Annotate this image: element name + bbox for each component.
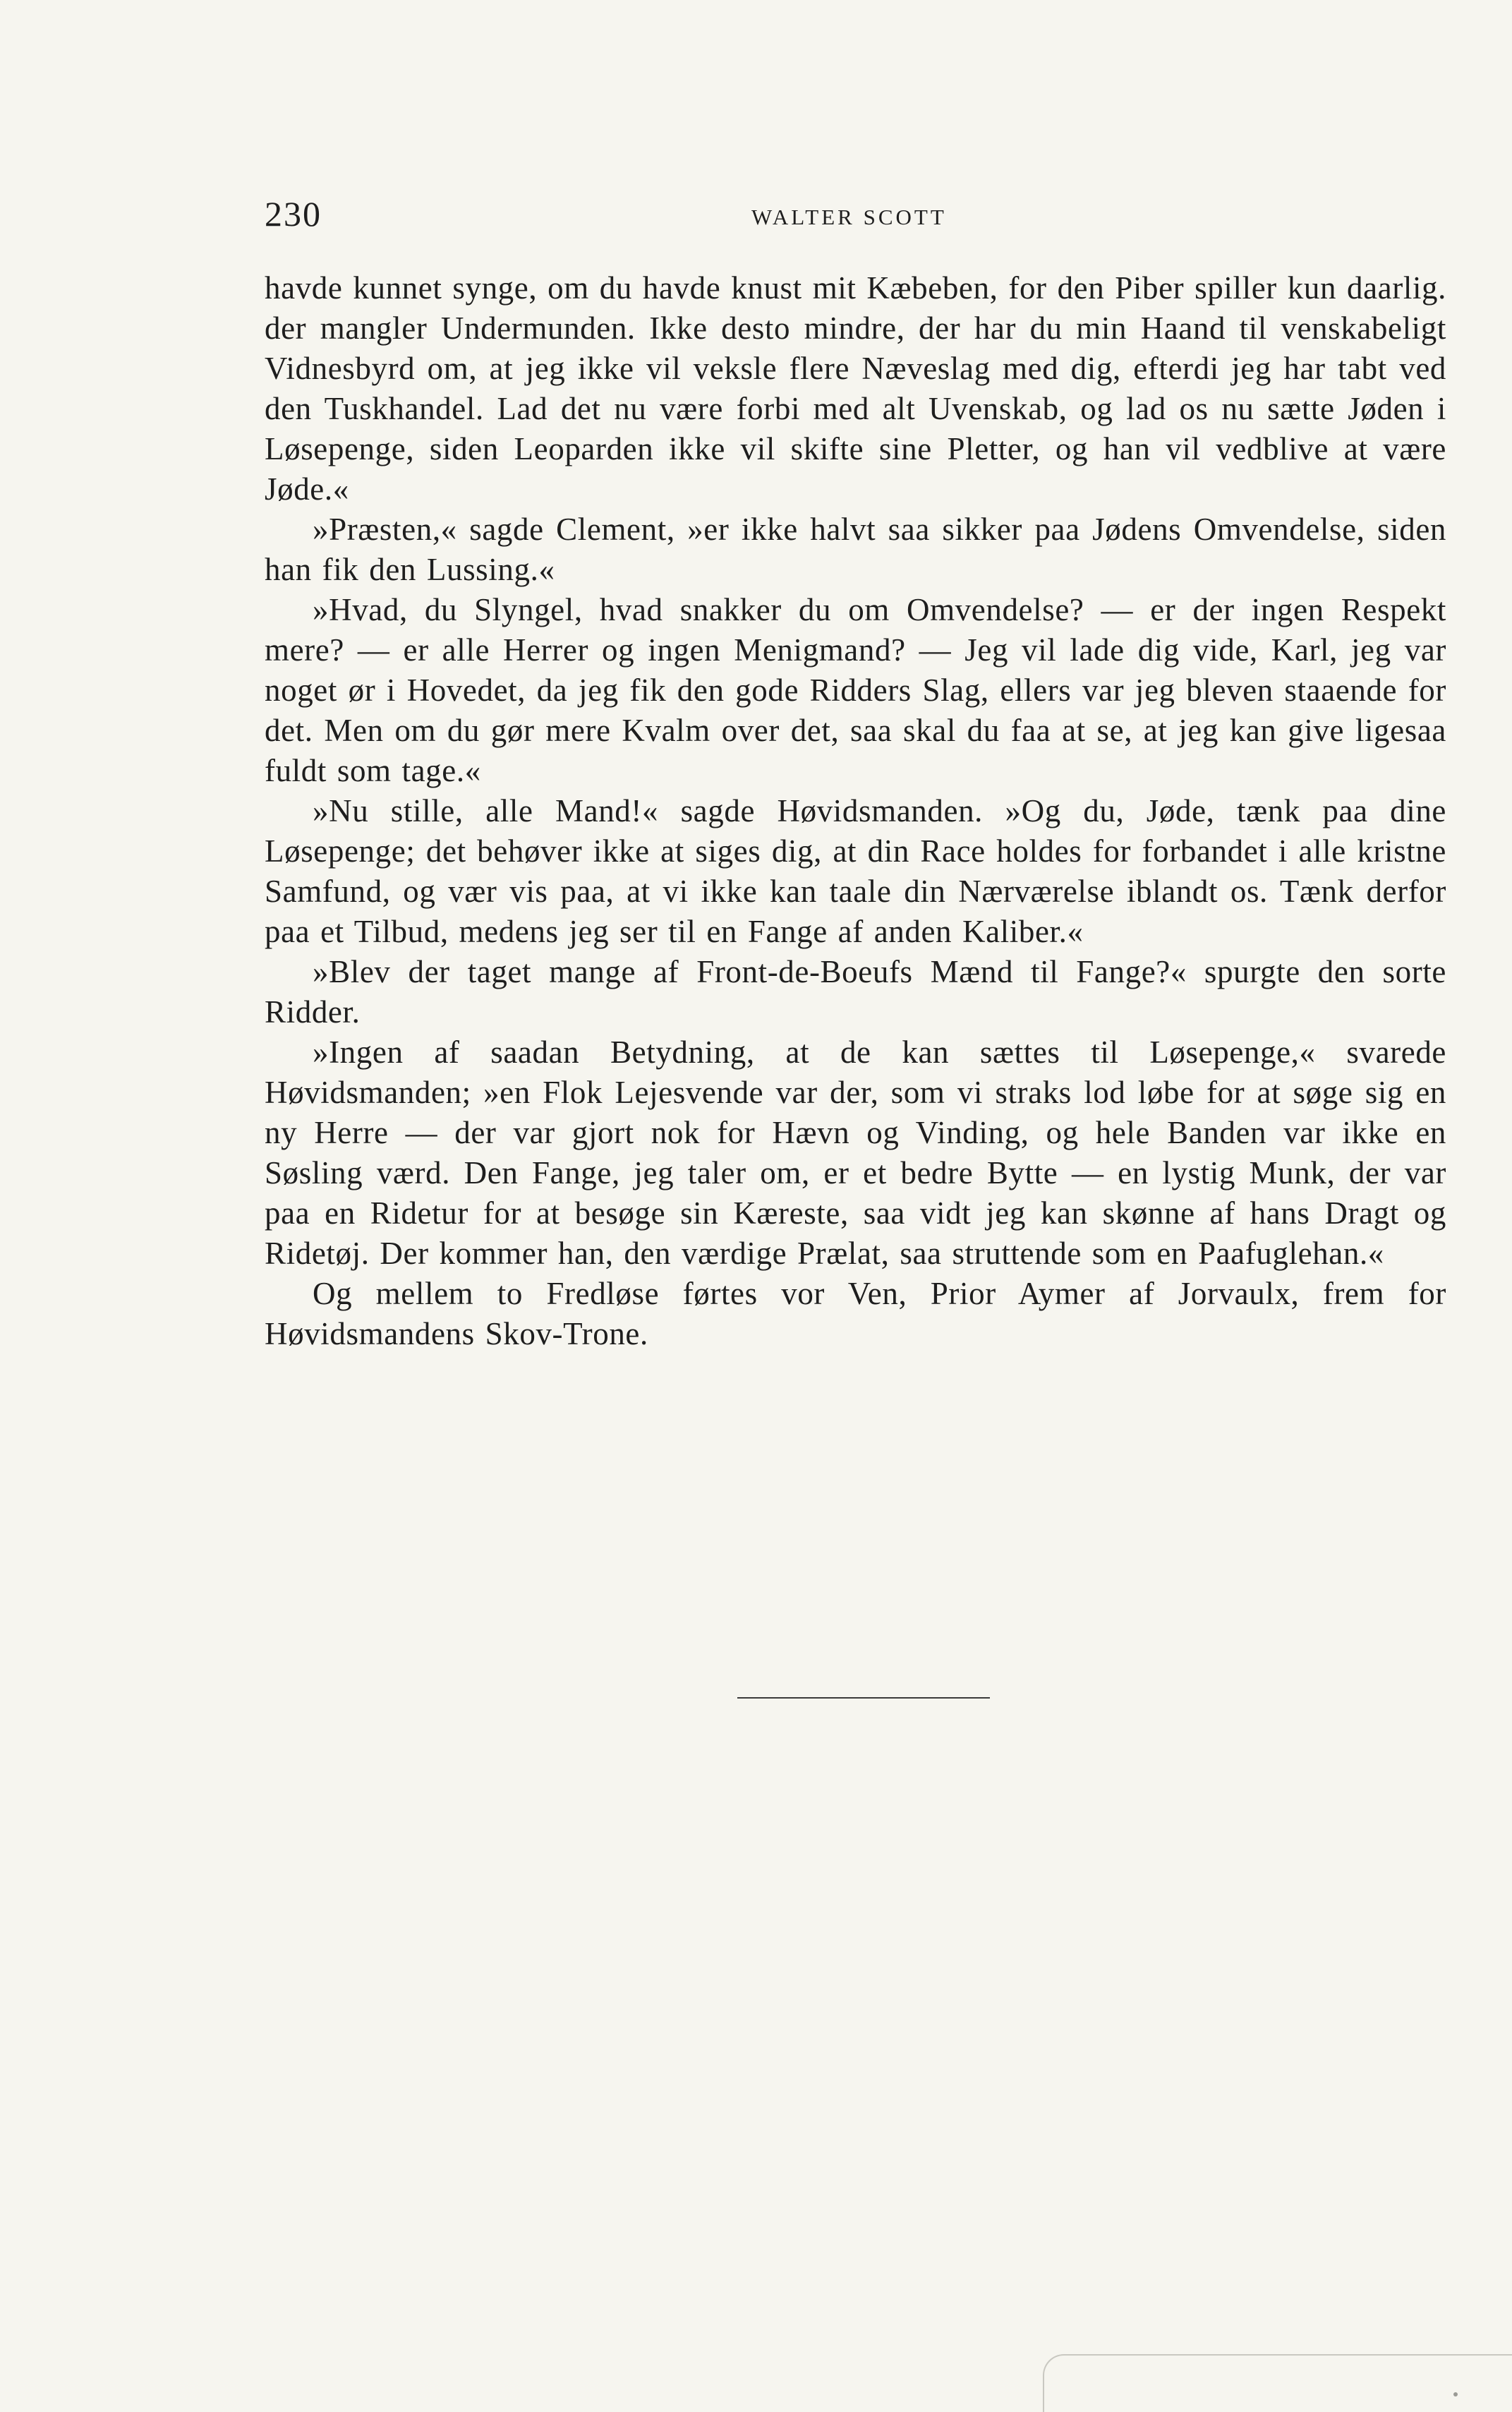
page-number: 230 (265, 194, 322, 234)
paragraph: »Hvad, du Slyngel, hvad snakker du om Omvendelse? — er der ingen Respekt mere? — er alle Herrer og ingen Menigmand? — Jeg vil lade dig vide, Karl, jeg var noget ør i Hovedet, da jeg fik den gode Ridders Slag, ellers var jeg bleven staaende for det. Men om du gør mere Kvalm over det, saa skal du faa at se, at jeg kan give ligesaa fuldt som tage.« (265, 592, 1446, 788)
running-head: WALTER SCOTT (751, 205, 947, 229)
paragraph: »Nu stille, alle Mand!« sagde Høvidsmanden. »Og du, Jøde, tænk paa dine Løsepenge; det behøver ikke at siges dig, at din Race holdes for forbandet i alle kristne Samfund, og vær vis paa, at vi ikke kan taale din Nærværelse iblandt os. Tænk derfor paa et Tilbud, medens jeg ser til en Fange af anden Kaliber.« (265, 793, 1446, 949)
page-corner-dot (1453, 2392, 1458, 2396)
end-rule (737, 1697, 990, 1699)
paragraph: havde kunnet synge, om du havde knust mit Kæbeben, for den Piber spiller kun daarlig. der mangler Undermunden. Ikke desto mindre, der har du min Haand til venskabeligt Vidnesbyrd om, at jeg ikke vil veksle flere Næveslag med dig, efterdi jeg har tabt ved den Tuskhandel. Lad det nu være forbi med alt Uvenskab, og lad os nu sætte Jøden i Løsepenge, siden Leoparden ikke vil skifte sine Pletter, og han vil vedblive at være Jøde.« (265, 270, 1446, 507)
paragraph: »Ingen af saadan Betydning, at de kan sættes til Løsepenge,« svarede Høvidsmanden; »en Flok Lejesvende var der, som vi straks lod løbe for at søge sig en ny Herre — der var gjort nok for Hævn og Vinding, og hele Banden var ikke en Søsling værd. Den Fange, jeg taler om, er et bedre Bytte — en lystig Munk, der var paa en Ridetur for at besøge sin Kæreste, saa vidt jeg kan skønne af hans Dragt og Ridetøj. Der kommer han, den værdige Prælat, saa struttende som en Paafuglehan.« (265, 1035, 1446, 1271)
body-text (265, 268, 1446, 1354)
page-header (265, 189, 1446, 239)
paragraph: »Præsten,« sagde Clement, »er ikke halvt saa sikker paa Jødens Omvendelse, siden han fik den Lussing.« (265, 512, 1446, 587)
page-corner-mark (1043, 2354, 1512, 2412)
paragraph: Og mellem to Fredløse førtes vor Ven, Prior Aymer af Jorvaulx, frem for Høvidsmandens Skov-Trone. (265, 1276, 1446, 1351)
paragraph: »Blev der taget mange af Front-de-Boeufs Mænd til Fange?« spurgte den sorte Ridder. (265, 954, 1446, 1030)
